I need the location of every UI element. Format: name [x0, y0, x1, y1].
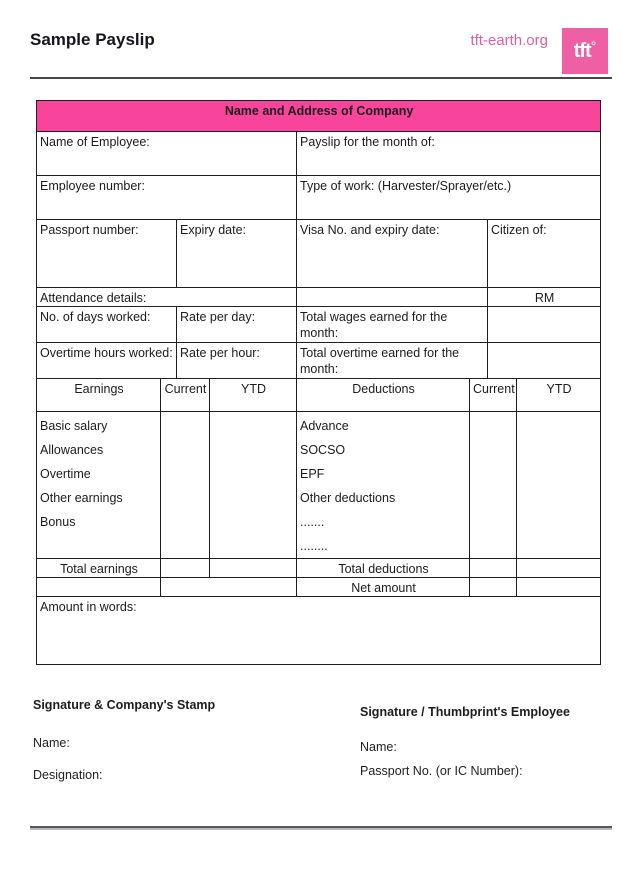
field-days-worked: No. of days worked: [37, 307, 177, 343]
field-rate-per-hour: Rate per hour: [177, 343, 297, 379]
total-earnings-label: Total earnings [37, 559, 161, 578]
total-deductions-label: Total deductions [297, 559, 470, 578]
employee-signature-title: Signature / Thumbprint's Employee [360, 705, 570, 719]
field-total-overtime: Total overtime earned for the month: [297, 343, 488, 379]
field-total-wages: Total wages earned for the month: [297, 307, 488, 343]
earnings-item: Other earnings [40, 491, 123, 505]
net-amount-current-cell [470, 578, 517, 597]
earnings-items-cell [37, 412, 161, 559]
total-wages-value-cell [488, 307, 601, 343]
deduction-item: Other deductions [300, 491, 396, 505]
col-header-ytd-left: YTD [210, 379, 297, 412]
tft-logo-text: tft [573, 40, 591, 62]
tft-logo-mark-icon: ° [590, 38, 597, 54]
earnings-item: Allowances [40, 443, 104, 457]
col-header-ytd-right: YTD [517, 379, 601, 412]
deductions-current-cell [470, 412, 517, 559]
deduction-items-cell [297, 412, 470, 559]
total-overtime-value-cell [488, 343, 601, 379]
field-expiry-date: Expiry date: [177, 220, 297, 288]
earnings-item: Overtime [40, 467, 91, 481]
col-header-current-left: Current [161, 379, 210, 412]
field-attendance-details: Attendance details: [37, 288, 297, 307]
field-passport-number: Passport number: [37, 220, 177, 288]
deduction-item: ........ [300, 539, 328, 553]
deduction-item: SOCSO [300, 443, 346, 457]
employee-signature-passport-label: Passport No. (or IC Number): [360, 764, 523, 778]
employee-signature-name-label: Name: [360, 740, 397, 754]
net-amount-label: Net amount [297, 578, 470, 597]
earnings-ytd-cell [210, 412, 297, 559]
earnings-item: Basic salary [40, 419, 108, 433]
field-employee-number: Employee number: [37, 176, 297, 220]
page-title: Sample Payslip [30, 30, 155, 49]
tft-logo [562, 28, 608, 74]
attendance-empty-cell [297, 288, 488, 307]
field-citizen-of: Citizen of: [488, 220, 601, 288]
deduction-item: EPF [300, 467, 325, 481]
col-header-deductions: Deductions [297, 379, 470, 412]
earnings-current-cell [161, 412, 210, 559]
field-amount-in-words: Amount in words: [37, 597, 601, 665]
field-visa-number: Visa No. and expiry date: [297, 220, 488, 288]
col-header-earnings: Earnings [37, 379, 161, 412]
company-signature-title: Signature & Company's Stamp [33, 698, 216, 712]
net-amount-ytd-cell [517, 578, 601, 597]
header-rule [30, 77, 612, 79]
company-header-cell: Name and Address of Company [37, 101, 601, 132]
earnings-item: Bonus [40, 515, 76, 529]
company-signature-name-label: Name: [33, 736, 70, 750]
currency-label: RM [488, 288, 601, 307]
deductions-ytd-cell [517, 412, 601, 559]
col-header-current-right: Current [470, 379, 517, 412]
total-earnings-current-cell [161, 559, 210, 578]
website-link[interactable]: tft-earth.org [470, 32, 548, 49]
field-type-of-work: Type of work: (Harvester/Sprayer/etc.) [297, 176, 601, 220]
field-overtime-hours: Overtime hours worked: [37, 343, 177, 379]
total-earnings-ytd-cell [210, 559, 297, 578]
footer-rule-shadow [30, 828, 612, 830]
field-rate-per-day: Rate per day: [177, 307, 297, 343]
total-deductions-current-cell [470, 559, 517, 578]
net-row-merged-cell [161, 578, 297, 597]
net-row-left-cell [37, 578, 161, 597]
company-signature-designation-label: Designation: [33, 768, 103, 782]
field-payslip-month: Payslip for the month of: [297, 132, 601, 176]
deduction-item: Advance [300, 419, 349, 433]
field-employee-name: Name of Employee: [37, 132, 297, 176]
payslip-table [36, 100, 601, 665]
deduction-item: ....... [300, 515, 325, 529]
total-deductions-ytd-cell [517, 559, 601, 578]
